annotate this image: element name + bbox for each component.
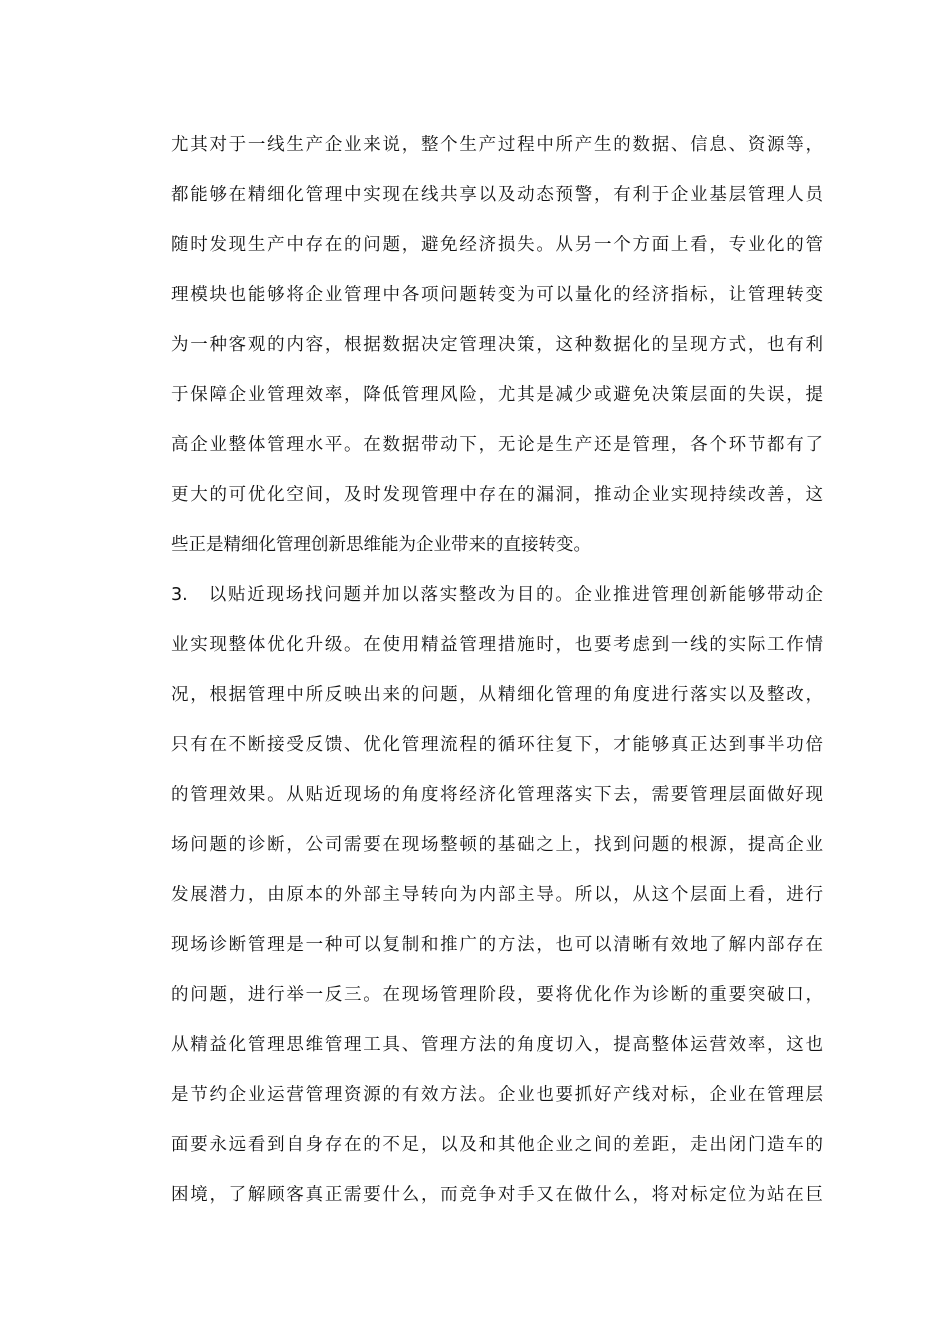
- text-line: 于保障企业管理效率，降低管理风险，尤其是减少或避免决策层面的失误，提: [171, 385, 823, 405]
- text-line: 都能够在精细化管理中实现在线共享以及动态预警，有利于企业基层管理人员: [171, 185, 823, 205]
- text-line: 高企业整体管理水平。在数据带动下，无论是生产还是管理，各个环节都有了: [171, 435, 823, 455]
- text-line: 的管理效果。从贴近现场的角度将经济化管理落实下去，需要管理层面做好现: [171, 785, 823, 805]
- section-heading-line: 3. 以贴近现场找问题并加以落实整改为目的。企业推进管理创新能够带动企: [171, 585, 823, 605]
- text-line: 发展潜力，由原本的外部主导转向为内部主导。所以，从这个层面上看，进行: [171, 885, 823, 905]
- text-line: 业实现整体优化升级。在使用精益管理措施时，也要考虑到一线的实际工作情: [171, 635, 823, 655]
- text-line: 困境，了解顾客真正需要什么，而竞争对手又在做什么，将对标定位为站在巨: [171, 1185, 823, 1205]
- text-line: 面要永远看到自身存在的不足，以及和其他企业之间的差距，走出闭门造车的: [171, 1135, 823, 1155]
- text-line: 理模块也能够将企业管理中各项问题转变为可以量化的经济指标，让管理转变: [171, 285, 823, 305]
- text-line: 些正是精细化管理创新思维能为企业带来的直接转变。: [171, 535, 591, 555]
- body-text: [171, 120, 823, 1220]
- text-line: 随时发现生产中存在的问题，避免经济损失。从另一个方面上看，专业化的管: [171, 235, 823, 255]
- text-line: 的问题，进行举一反三。在现场管理阶段，要将优化作为诊断的重要突破口，: [171, 985, 823, 1005]
- text-line: 只有在不断接受反馈、优化管理流程的循环往复下，才能够真正达到事半功倍: [171, 735, 823, 755]
- text-line: 况，根据管理中所反映出来的问题，从精细化管理的角度进行落实以及整改，: [171, 685, 823, 705]
- text-line: 从精益化管理思维管理工具、管理方法的角度切入，提高整体运营效率，这也: [171, 1035, 823, 1055]
- text-line: 现场诊断管理是一种可以复制和推广的方法，也可以清晰有效地了解内部存在: [171, 935, 823, 955]
- text-line: 为一种客观的内容，根据数据决定管理决策，这种数据化的呈现方式，也有利: [171, 335, 823, 355]
- text-line: 场问题的诊断，公司需要在现场整顿的基础之上，找到问题的根源，提高企业: [171, 835, 823, 855]
- text-line: 尤其对于一线生产企业来说，整个生产过程中所产生的数据、信息、资源等，: [171, 135, 823, 155]
- text-line: 是节约企业运营管理资源的有效方法。企业也要抓好产线对标，企业在管理层: [171, 1085, 823, 1105]
- text-line: 更大的可优化空间，及时发现管理中存在的漏洞，推动企业实现持续改善，这: [171, 485, 823, 505]
